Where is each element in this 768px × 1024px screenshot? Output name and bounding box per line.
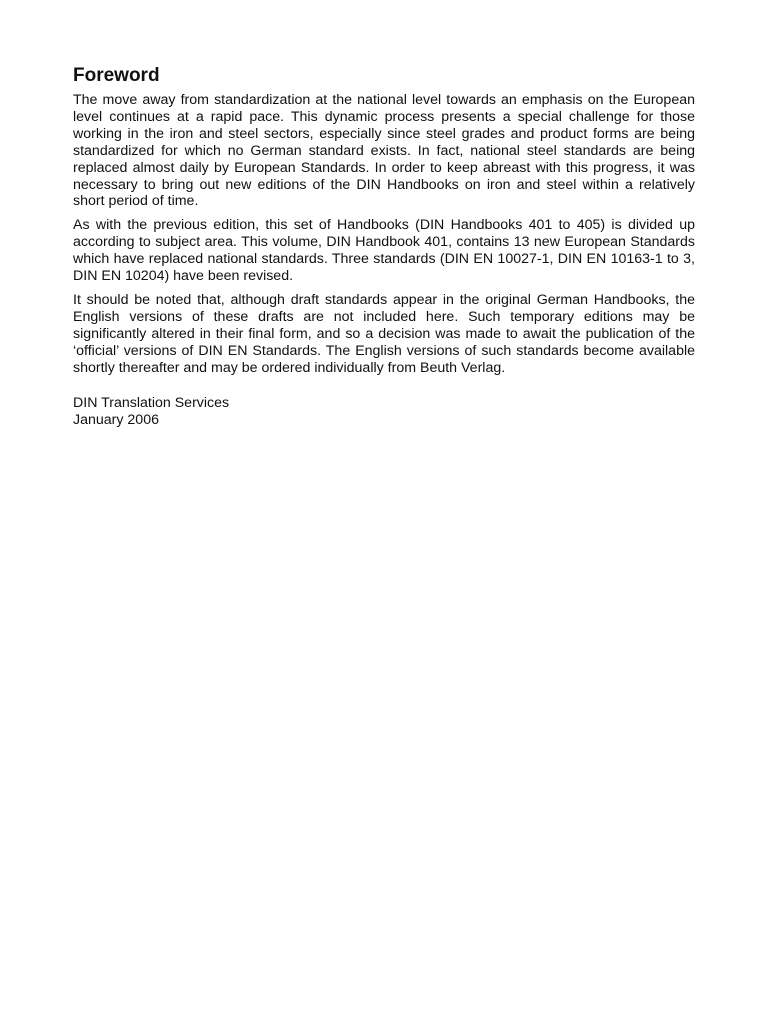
paragraph-3: It should be noted that, although draft standards appear in the original German Handbooks, the English versions of these drafts are not included here. Such temporary editions may be significantly altered in their final form, and so a decision was made to await the publication of the ‘official’ versions of DIN EN Standards. The English versions of such standards become available shortly thereafter and may be ordered individually from Beuth Verlag. xyxy=(73,291,695,376)
document-page xyxy=(73,64,695,429)
paragraph-1: The move away from standardization at the national level towards an emphasis on the European level continues at a rapid pace. This dynamic process presents a special challenge for those working in the iron and steel sectors, especially since steel grades and product forms are being standardized for which no German standard exists. In fact, national steel standards are being replaced almost daily by European Standards. In order to keep abreast with this progress, it was necessary to bring out new editions of the DIN Handbooks on iron and steel within a relatively short period of time. xyxy=(73,92,695,210)
signature-block xyxy=(73,395,695,429)
page-title: Foreword xyxy=(73,65,160,86)
signature-organization: DIN Translation Services xyxy=(73,394,230,411)
signature-date: January 2006 xyxy=(73,411,159,428)
paragraph-2: As with the previous edition, this set of Handbooks (DIN Handbooks 401 to 405) is divided up according to subject area. This volume, DIN Handbook 401, contains 13 new European Standards which have replaced national standards. Three standards (DIN EN 10027-1, DIN EN 10163-1 to 3, DIN EN 10204) have been revised. xyxy=(73,217,695,285)
